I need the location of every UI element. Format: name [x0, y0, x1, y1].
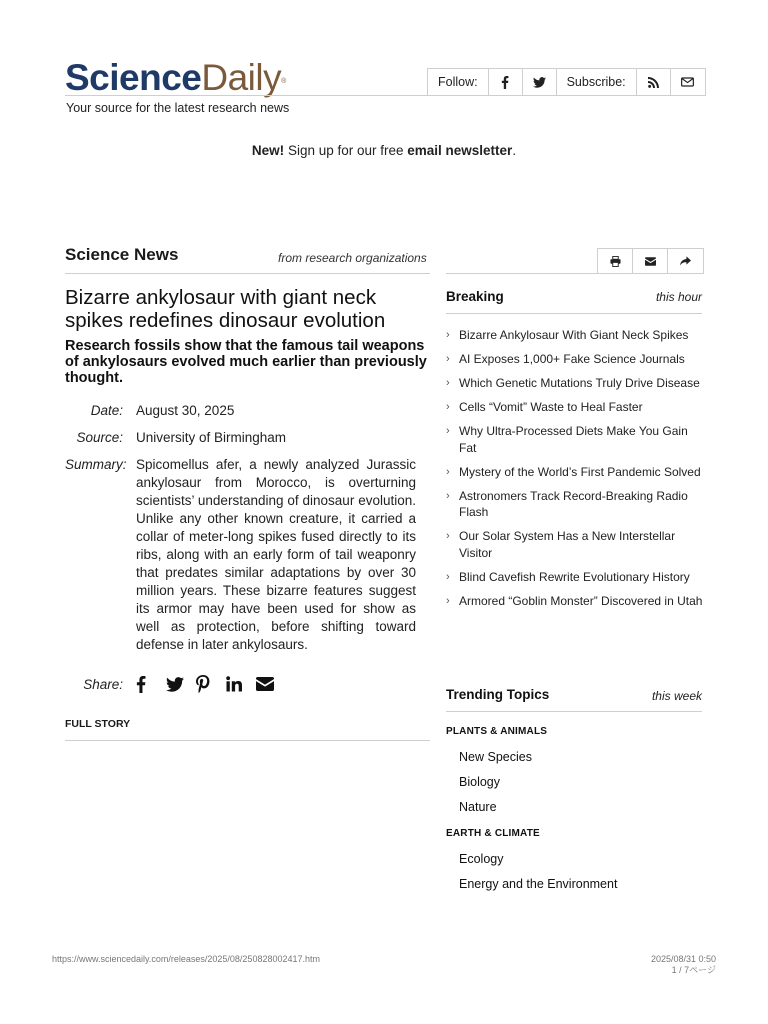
- section-subtitle: from research organizations: [278, 251, 427, 265]
- chevron-right-icon: ›: [446, 353, 450, 365]
- print-button[interactable]: [598, 249, 633, 273]
- list-item[interactable]: [446, 569, 706, 586]
- share-row: [65, 674, 286, 694]
- share-facebook-button[interactable]: [136, 674, 166, 694]
- article-date: August 30, 2025: [136, 403, 235, 418]
- email-article-button[interactable]: [633, 249, 668, 273]
- list-item[interactable]: [446, 375, 706, 392]
- print-icon: [610, 256, 621, 267]
- facebook-follow-button[interactable]: [489, 69, 523, 95]
- breaking-headline: Armored “Goblin Monster” Discovered in Utah: [459, 593, 703, 608]
- chevron-right-icon: ›: [446, 489, 450, 502]
- breaking-headline: Our Solar System Has a New Interstellar Visitor: [459, 529, 676, 560]
- date-label: Date:: [90, 403, 123, 418]
- newsletter-text: Sign up for our free: [284, 143, 408, 158]
- trending-subtitle: this week: [651, 689, 702, 703]
- share-linkedin-button[interactable]: [226, 674, 256, 694]
- envelope-icon: [256, 677, 274, 691]
- print-footer-page: 1 / 7ページ: [671, 965, 716, 975]
- list-item[interactable]: [446, 464, 706, 481]
- chevron-right-icon: ›: [446, 401, 450, 413]
- chevron-right-icon: ›: [446, 570, 450, 583]
- registered-mark: ®: [281, 78, 286, 85]
- chevron-right-icon: ›: [446, 425, 450, 437]
- subscribe-label: Subscribe:: [557, 69, 637, 95]
- list-item[interactable]: [446, 327, 706, 344]
- full-story-divider: [65, 740, 430, 741]
- breaking-divider: [446, 313, 702, 314]
- trending-divider: [446, 711, 702, 712]
- list-item[interactable]: [446, 488, 706, 521]
- trending-topic-link[interactable]: Ecology: [459, 852, 504, 866]
- trending-topic-link[interactable]: New Species: [459, 750, 532, 764]
- newsletter-link[interactable]: email newsletter: [407, 143, 513, 158]
- print-footer-datetime: 2025/08/31 0:50: [650, 954, 716, 964]
- trending-title: Trending Topics: [446, 687, 550, 702]
- article-source: University of Birmingham: [136, 430, 287, 445]
- facebook-icon: [501, 76, 509, 89]
- breaking-headline: Astronomers Track Record-Breaking Radio Flash: [459, 488, 688, 519]
- tools-divider: [446, 273, 702, 274]
- breaking-headline: Which Genetic Mutations Truly Drive Disease: [459, 376, 700, 390]
- breaking-news-list: [446, 327, 706, 617]
- breaking-headline: Cells “Vomit” Waste to Heal Faster: [459, 400, 643, 414]
- article-date-row: [65, 402, 435, 420]
- breaking-headline: Blind Cavefish Rewrite Evolutionary History: [459, 569, 690, 584]
- logo-daily: Daily: [201, 57, 282, 98]
- summary-label: Summary:: [65, 457, 127, 472]
- envelope-icon: [645, 257, 656, 266]
- print-footer-meta: [651, 954, 716, 976]
- newsletter-period: .: [512, 143, 517, 158]
- source-label: Source:: [76, 430, 123, 445]
- twitter-icon: [166, 677, 184, 692]
- section-title[interactable]: Science News: [65, 245, 179, 264]
- trending-category[interactable]: EARTH & CLIMATE: [446, 828, 540, 839]
- article-headline: Bizarre ankylosaur with giant neck spikes redefines dinosaur evolution: [65, 286, 386, 332]
- trending-topic-link[interactable]: Biology: [459, 775, 500, 789]
- breaking-subtitle: this hour: [655, 290, 702, 304]
- trending-topic-link[interactable]: Energy and the Environment: [459, 877, 618, 891]
- share-article-button[interactable]: [668, 249, 703, 273]
- list-item[interactable]: [446, 593, 706, 610]
- chevron-right-icon: ›: [446, 377, 450, 389]
- breaking-headline: Bizarre Ankylosaur With Giant Neck Spikes: [459, 328, 689, 342]
- share-label: Share:: [83, 676, 123, 692]
- breaking-title: Breaking: [446, 289, 504, 304]
- site-tagline: Your source for the latest research news: [66, 101, 290, 115]
- article-subhead: Research fossils show that the famous tail weapons of ankylosaurs evolved much earlier than previously thought.: [65, 338, 427, 386]
- share-pinterest-button[interactable]: [196, 674, 226, 694]
- rss-subscribe-button[interactable]: [637, 69, 671, 95]
- newsletter-new-label: New!: [251, 143, 285, 158]
- rss-icon: [648, 77, 659, 88]
- header-divider: [65, 95, 430, 96]
- breaking-headline: Why Ultra-Processed Diets Make You Gain Fat: [459, 424, 688, 455]
- chevron-right-icon: ›: [446, 465, 450, 478]
- share-email-button[interactable]: [256, 674, 286, 694]
- article-tools: [597, 248, 704, 274]
- trending-category[interactable]: PLANTS & ANIMALS: [446, 726, 548, 737]
- twitter-follow-button[interactable]: [523, 69, 557, 95]
- breaking-headline: AI Exposes 1,000+ Fake Science Journals: [459, 352, 685, 366]
- article-source-row: [65, 429, 435, 447]
- list-item[interactable]: [446, 528, 706, 561]
- follow-subscribe-bar: [427, 68, 706, 96]
- full-story-label: FULL STORY: [65, 718, 131, 730]
- email-subscribe-button[interactable]: [671, 69, 705, 95]
- newsletter-signup: [0, 143, 768, 158]
- share-twitter-button[interactable]: [166, 674, 196, 694]
- list-item[interactable]: [446, 399, 706, 416]
- article-summary-row: [65, 456, 435, 654]
- pinterest-icon: [196, 675, 210, 693]
- print-footer-url: https://www.sciencedaily.com/releases/2025/08/250828002417.htm: [52, 954, 320, 964]
- chevron-right-icon: ›: [446, 594, 450, 607]
- chevron-right-icon: ›: [446, 329, 450, 341]
- site-logo[interactable]: [65, 58, 286, 98]
- trending-topic-link[interactable]: Nature: [459, 800, 497, 814]
- chevron-right-icon: ›: [446, 530, 450, 542]
- twitter-icon: [533, 77, 546, 88]
- article-summary: Spicomellus afer, a newly analyzed Jurassic ankylosaur from Morocco, is overturning scientists’ understanding of dinosaur evolution. Unlike any other known creature, it carried a collar of meter-long spikes fused directly to its ribs, along with an early form of tail weaponry that predates similar adaptations by over 30 million years. These bizarre features suggest its armor may have been used for show as well as protection, before shifting toward defense in later ankylosaurs.: [136, 457, 416, 652]
- follow-label: Follow:: [428, 69, 489, 95]
- list-item[interactable]: [446, 351, 706, 368]
- logo-science: Science: [65, 57, 202, 98]
- list-item[interactable]: [446, 423, 706, 456]
- envelope-icon: [681, 77, 694, 87]
- section-divider: [65, 273, 430, 274]
- breaking-headline: Mystery of the World’s First Pandemic Solved: [459, 464, 701, 479]
- linkedin-icon: [226, 676, 242, 692]
- share-icon: [680, 256, 691, 266]
- facebook-icon: [136, 676, 146, 693]
